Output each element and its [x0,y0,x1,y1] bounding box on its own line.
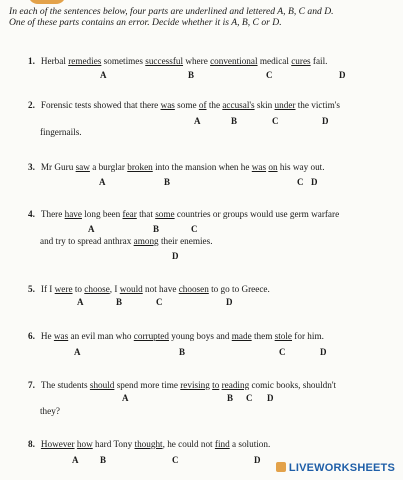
question-3 [28,162,325,172]
underlined-part: some [155,209,175,219]
option-label-c: C [272,116,279,126]
underlined-part: stole [274,331,292,341]
text-part: Mr Guru [40,162,76,172]
instructions-line-1: In each of the sentences below, four parts are underlined and lettered A, B, C and D. [9,6,334,17]
underlined-part: was [251,162,267,172]
underlined-part: revising [180,380,210,390]
text-part: The students [40,380,90,390]
option-label-b: B [100,455,107,465]
text-part: the victim's [295,100,340,110]
question-8 [28,439,270,449]
text-part: hard Tony [92,439,135,449]
option-label-d: D [267,393,274,403]
underlined-part: would [119,284,143,294]
question-7-continuation: they? [40,406,60,416]
underlined-part: conventional [210,56,258,66]
underlined-part: corrupted [133,331,169,341]
option-label-d: D [339,70,346,80]
question-text [41,439,270,449]
option-label-c: C [266,70,273,80]
underlined-part: how [76,439,93,449]
option-label-a: A [99,177,106,187]
option-label-c: C [297,177,304,187]
option-label-b: B [164,177,171,187]
underlined-part: of [198,100,207,110]
question-4 [28,209,339,219]
text-part: If I [40,284,55,294]
underlined-part: broken [127,162,153,172]
option-label-a: A [122,393,129,403]
text-part: into the mansion when he [152,162,252,172]
option-label-d: D [254,455,261,465]
text-part: to [72,284,85,294]
question-number: 7. [28,380,35,390]
text-part: comic books, shouldn't [249,380,337,390]
underlined-part: remedies [68,56,102,66]
text-part: their enemies. [158,236,213,246]
option-label-c: C [172,455,179,465]
text-part: his way out. [277,162,325,172]
text-part: an evil man who [68,331,134,341]
option-label-a: A [72,455,79,465]
text-part: medical [257,56,292,66]
underlined-part: thought [134,439,163,449]
underlined-part: successful [145,56,184,66]
question-text [41,56,328,66]
underlined-part: among [133,236,159,246]
instructions-line-2: One of these parts contains an error. Decide whether it is A, B, C or D. [9,17,282,28]
text-part: There [40,209,65,219]
text-part: fail. [310,56,328,66]
question-text [41,100,340,110]
text-part: long been [81,209,123,219]
text-part: spend more time [114,380,181,390]
underlined-part: on [268,162,278,172]
brand-name: LIVEWORKSHEETS [288,462,395,474]
underlined-part: were [54,284,73,294]
underlined-part: was [160,100,175,110]
text-part: for him. [292,331,324,341]
question-text [41,380,336,390]
text-part: them [251,331,275,341]
text-part: the [206,100,223,110]
question-2 [28,100,340,110]
underlined-part: saw [75,162,90,172]
option-label-b: B [188,70,195,80]
option-label-c: C [156,297,163,307]
question-number: 1. [28,56,35,66]
text-part: skin [254,100,275,110]
option-label-d: D [226,297,233,307]
question-1 [28,56,327,66]
option-label-a: A [100,70,107,80]
underlined-part: should [89,380,115,390]
option-label-c: C [279,347,286,357]
underlined-part: choosen [178,284,209,294]
text-part: some [174,100,199,110]
text-part: and try to spread anthrax [40,236,134,246]
underlined-part: cures [291,56,311,66]
question-2-continuation: fingernails. [40,127,82,137]
option-label-d: D [172,251,179,261]
question-text [41,284,270,294]
text-part: Forensic tests showed that there [40,100,161,110]
option-label-b: B [116,297,123,307]
text-part: , I [109,284,120,294]
option-label-a: A [77,297,84,307]
question-5 [28,284,270,294]
option-label-d: D [320,347,327,357]
underlined-part: find [214,439,230,449]
option-label-b: B [227,393,234,403]
question-number: 2. [28,100,35,110]
text-part: Herbal [40,56,69,66]
text-part: a burglar [89,162,128,172]
underlined-part: However [40,439,75,449]
underlined-part: choose [84,284,110,294]
question-number: 3. [28,162,35,172]
question-4-continuation [40,236,213,246]
question-number: 8. [28,439,35,449]
text-part: , he could not [162,439,215,449]
text-part: not have [142,284,179,294]
text-part: young boys and [168,331,232,341]
question-text [41,331,324,341]
question-number: 5. [28,284,35,294]
underlined-part: was [53,331,69,341]
option-label-d: D [322,116,329,126]
option-label-a: A [194,116,201,126]
text-part: sometimes [101,56,146,66]
underlined-part: made [231,331,252,341]
option-label-b: B [231,116,238,126]
question-text [41,162,325,172]
option-label-a: A [88,224,95,234]
brand-footer [276,462,395,474]
underlined-part: under [274,100,296,110]
instructions [9,6,401,28]
option-label-c: C [191,224,198,234]
text-part: He [40,331,54,341]
option-label-b: B [153,224,160,234]
question-6 [28,331,324,341]
option-label-d: D [311,177,318,187]
option-label-c: C [246,393,253,403]
text-part: that [136,209,156,219]
text-part: where [183,56,211,66]
question-text [41,209,339,219]
underlined-part: reading [221,380,250,390]
text-part: to go to Greece. [208,284,270,294]
question-number: 4. [28,209,35,219]
underlined-part: to [212,380,220,390]
text-part: a solution. [229,439,271,449]
question-7 [28,380,336,390]
option-label-a: A [74,347,81,357]
underlined-part: have [64,209,82,219]
underlined-part: accusal's [222,100,255,110]
brand-logo-icon [276,462,286,472]
option-label-b: B [179,347,186,357]
question-number: 6. [28,331,35,341]
text-part: countries or groups would use germ warfare [174,209,340,219]
underlined-part: fear [122,209,137,219]
